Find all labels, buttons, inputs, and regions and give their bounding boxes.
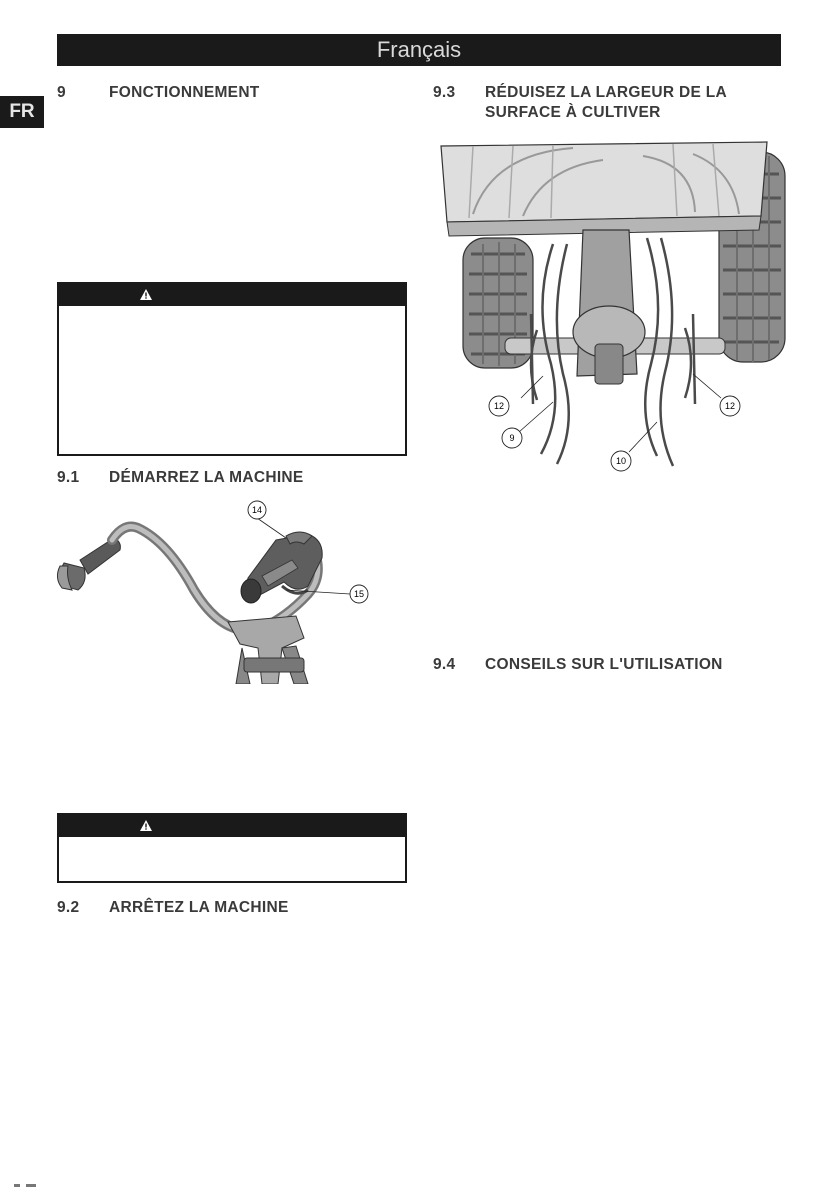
callout-label: 15	[353, 589, 365, 599]
section-title-line-1: RÉDUISEZ LA LARGEUR DE LA	[485, 84, 728, 101]
warning-box-header	[59, 815, 405, 837]
warning-triangle-icon	[140, 289, 152, 300]
section-9-1-heading	[57, 469, 397, 489]
section-title: CONSEILS SUR L'UTILISATION	[485, 656, 723, 673]
center-bracket	[228, 616, 308, 684]
section-number: 9.4	[433, 656, 456, 673]
warning-box-header	[59, 284, 405, 306]
tiller-tines-illustration	[433, 134, 797, 478]
section-title: DÉMARREZ LA MACHINE	[109, 469, 304, 486]
section-9-2-heading	[57, 899, 397, 919]
section-9-4-heading	[433, 656, 793, 676]
warning-triangle-icon	[140, 820, 152, 831]
callout-label: 9	[509, 433, 515, 443]
callout-label: 14	[251, 505, 263, 515]
callout-label: 10	[615, 456, 627, 466]
page-edge-mark	[14, 1184, 42, 1187]
tine-guard	[441, 142, 767, 236]
section-number: 9.1	[57, 469, 80, 486]
language-banner: Français	[57, 34, 781, 66]
warning-box	[57, 282, 407, 456]
section-title: ARRÊTEZ LA MACHINE	[109, 899, 289, 916]
section-9-heading	[57, 84, 397, 104]
warning-box	[57, 813, 407, 883]
left-grip	[57, 538, 120, 590]
callout-label: 12	[724, 401, 736, 411]
section-number: 9.2	[57, 899, 80, 916]
language-side-tab: FR	[0, 96, 44, 128]
section-number: 9.3	[433, 84, 456, 101]
handle-illustration	[46, 498, 376, 684]
section-title-line-2: SURFACE À CULTIVER	[485, 104, 661, 121]
section-number: 9	[57, 84, 66, 101]
callout-label: 12	[493, 401, 505, 411]
section-title: FONCTIONNEMENT	[109, 84, 260, 101]
section-9-3-heading	[433, 84, 793, 124]
